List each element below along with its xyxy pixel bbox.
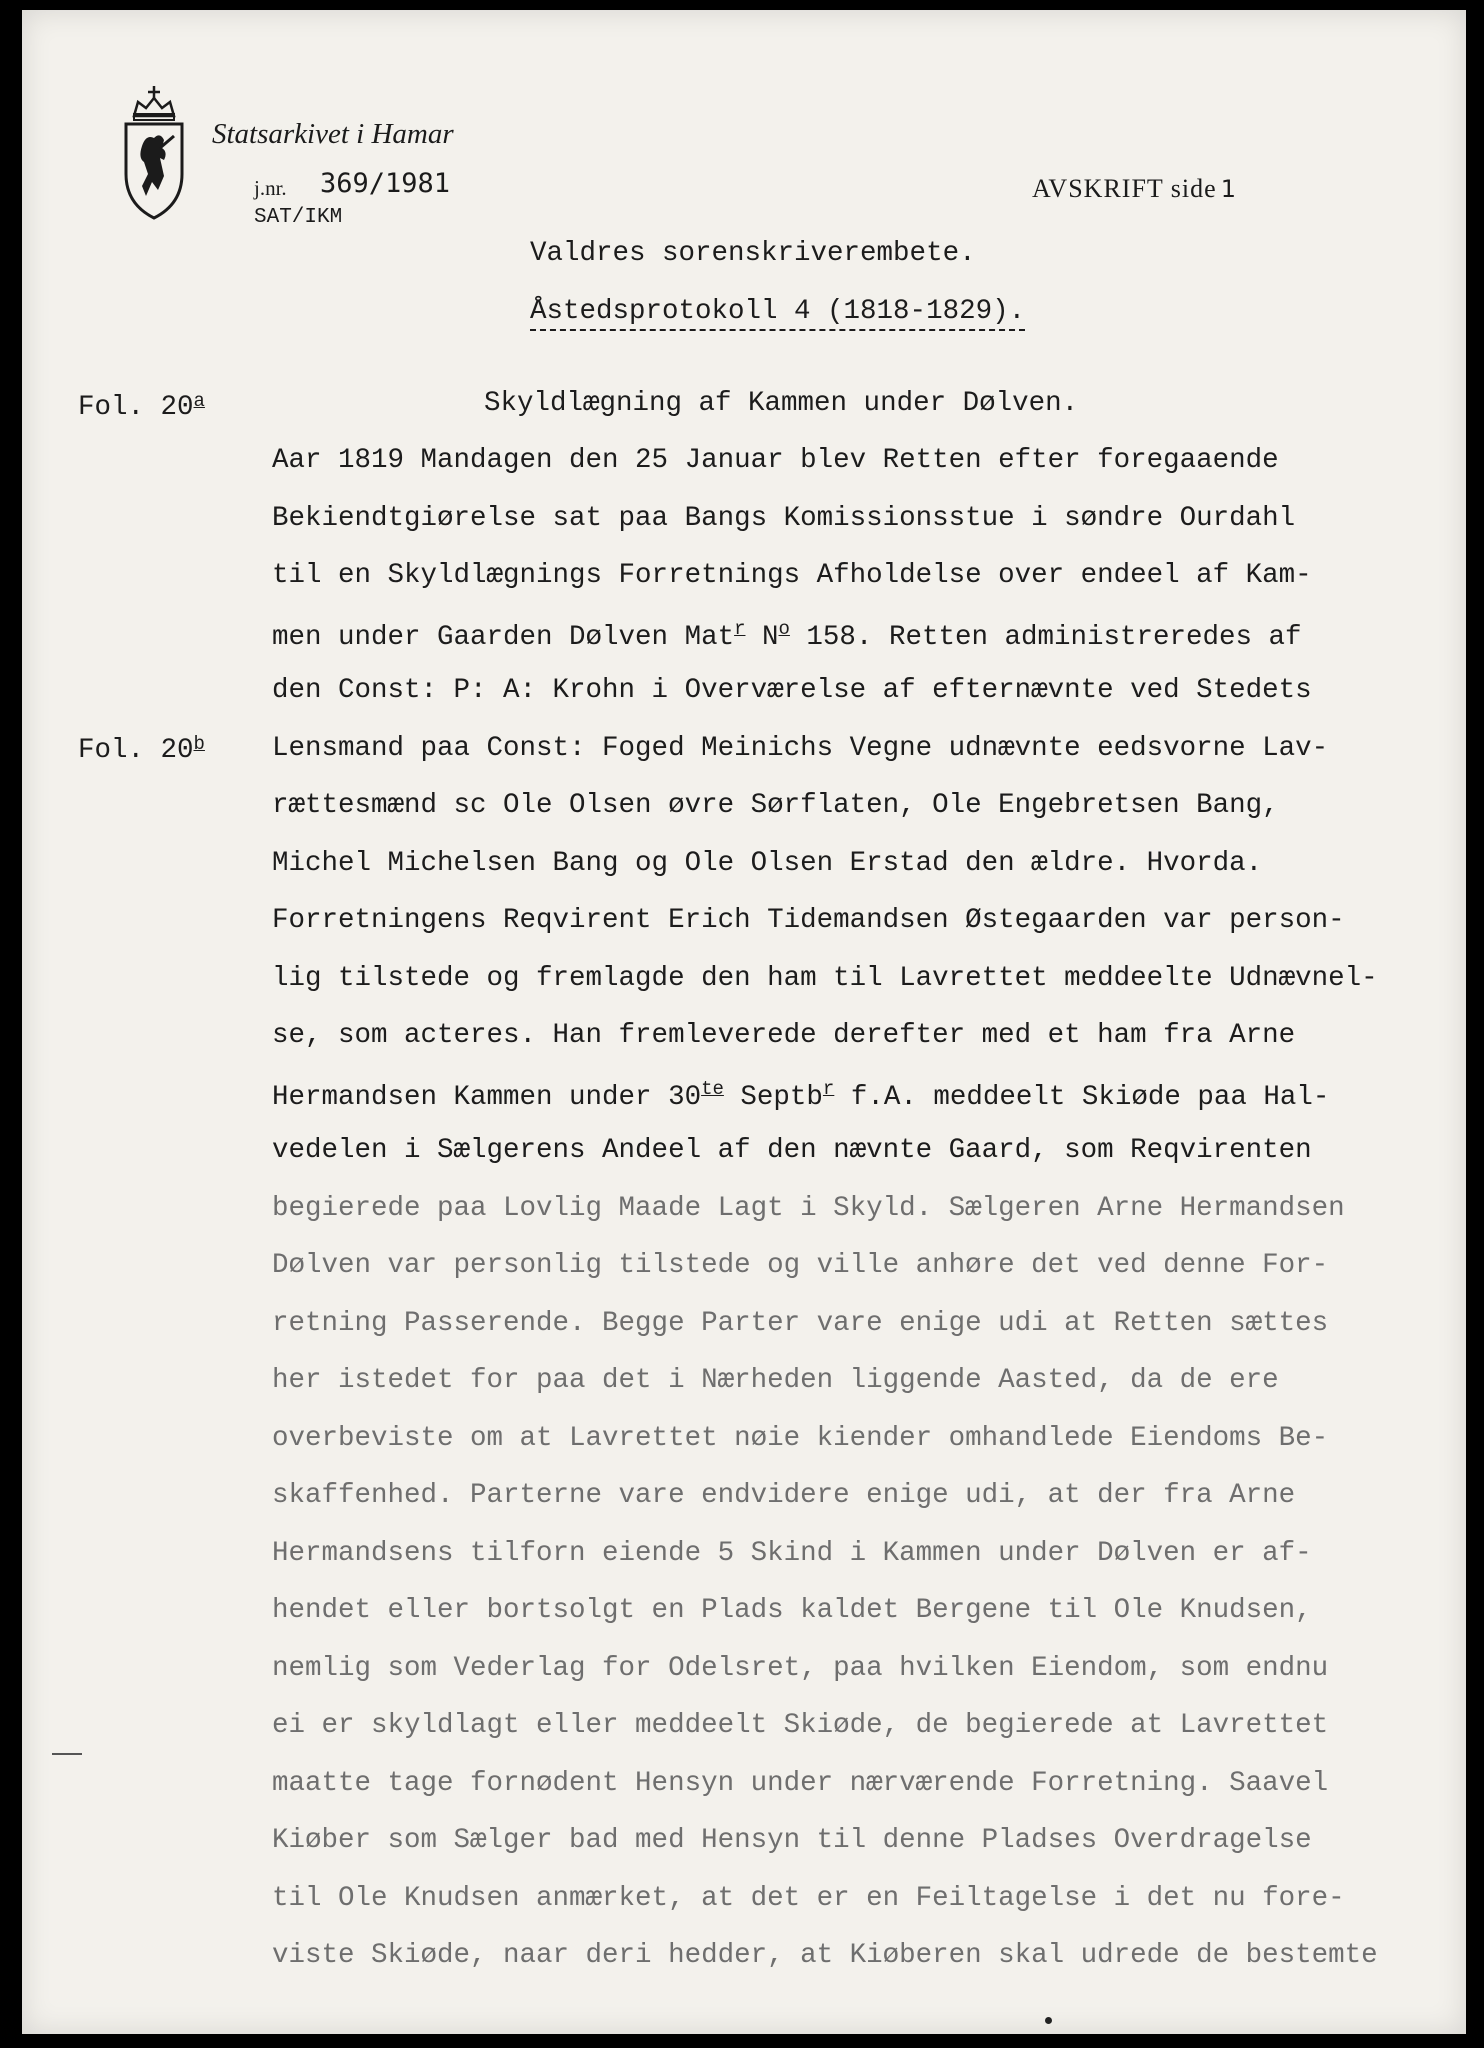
numero-sign: N — [762, 622, 779, 654]
text-line: Michel Michelsen Bang og Ole Olsen Erstad den ældre. Hvorda. — [272, 848, 1263, 879]
superscript: r — [734, 618, 746, 640]
folio-note-b — [78, 733, 205, 766]
text-line: rættesmænd sc Ole Olsen øvre Sørflaten, Ole Engebretsen Bang, — [272, 790, 1279, 821]
superscript: r — [822, 1078, 835, 1100]
text-line: Bekiendtgiørelse sat paa Bangs Komissionsstue i søndre Ourdahl — [272, 503, 1296, 534]
text-line: Dølven var personlig tilstede og ville anhøre det ved denne For- — [272, 1250, 1329, 1281]
text-line: lig tilstede og fremlagde den ham til Lavrettet meddeelte Udnævnel- — [272, 963, 1378, 994]
text-segment: Septb — [723, 1082, 823, 1114]
text-line: retning Passerende. Begge Parter vare enige udi at Retten sættes — [272, 1308, 1329, 1339]
text-line: se, som acteres. Han fremleverede derefter med et ham fra Arne — [272, 1020, 1296, 1051]
text-segment: Hermandsen Kammen under 30 — [272, 1082, 702, 1114]
text-line: begierede paa Lovlig Maade Lagt i Skyld. Sælgeren Arne Hermandsen — [272, 1193, 1345, 1224]
journal-number-value: 369/1981 — [320, 168, 451, 199]
text-line: her istedet for paa det i Nærheden liggende Aasted, da de ere — [272, 1365, 1279, 1396]
folio-sup: a — [193, 390, 205, 412]
folio-label: Fol. 20 — [78, 735, 194, 766]
text-line: Lensmand paa Const: Foged Meinichs Vegne udnævnte eedsvorne Lav- — [272, 733, 1329, 764]
initials: SAT/IKM — [254, 206, 343, 229]
text-line: viste Skiøde, naar deri hedder, at Kiøberen skal udrede de bestemte — [272, 1940, 1378, 1971]
text-line: nemlig som Vederlag for Odelsret, paa hvilken Eiendom, som endnu — [272, 1653, 1329, 1684]
norwegian-coat-of-arms-icon — [120, 86, 188, 226]
section-title: Skyldlægning af Kammen under Dølven. — [484, 388, 1079, 419]
text-segment: men under Gaarden Dølven Mat — [272, 622, 735, 654]
text-line: maatte tage fornødent Hensyn under nærværende Forretning. Saavel — [272, 1768, 1329, 1799]
text-line: overbeviste om at Lavrettet nøie kiender omhandlede Eiendoms Be- — [272, 1423, 1329, 1454]
text-line: til Ole Knudsen anmærket, at det er en Feiltagelse i det nu fore- — [272, 1883, 1345, 1914]
text-segment: 158. Retten administreredes af — [789, 622, 1302, 654]
office-title: Valdres sorenskriverembete. — [530, 238, 976, 269]
journal-number-label: j.nr. — [254, 176, 287, 200]
copy-page-indicator — [1032, 174, 1237, 204]
text-line: til en Skyldlægnings Forretnings Afholdelse over endeel af Kam- — [272, 560, 1312, 591]
text-line: skaffenhed. Parterne vare endvidere enige udi, at der fra Arne — [272, 1480, 1296, 1511]
folio-note-a — [78, 390, 205, 423]
text-line: ei er skyldlagt eller meddeelt Skiøde, de begierede at Lavrettet — [272, 1710, 1329, 1741]
protocol-title: Åstedsprotokoll 4 (1818-1829). — [530, 296, 1025, 331]
text-line: hendet eller bortsolgt en Plads kaldet Bergene til Ole Knudsen, — [272, 1595, 1312, 1626]
text-line — [272, 1078, 1329, 1113]
text-line: Hermandsens tilforn eiende 5 Skind i Kammen under Dølven er af- — [272, 1538, 1312, 1569]
text-line — [272, 618, 1302, 653]
text-segment: f.A. meddeelt Skiøde paa Hal- — [834, 1082, 1330, 1114]
text-line: Aar 1819 Mandagen den 25 Januar blev Retten efter foregaaende — [272, 445, 1279, 476]
superscript: o — [778, 618, 790, 640]
text-line: Forretningens Reqvirent Erich Tidemandsen Østegaarden var person- — [272, 905, 1345, 936]
margin-mark — [52, 1753, 82, 1755]
text-line: den Const: P: A: Krohn i Overværelse af efternævnte ved Stedets — [272, 675, 1312, 706]
archive-name: Statsarkivet i Hamar — [212, 118, 454, 150]
ink-dot — [1045, 2017, 1052, 2024]
text-line: Kiøber som Sælger bad med Hensyn til denne Pladses Overdragelse — [272, 1825, 1312, 1856]
folio-sup: b — [193, 733, 205, 755]
folio-label: Fol. 20 — [78, 392, 194, 423]
copy-label: AVSKRIFT side — [1032, 174, 1217, 203]
text-line: vedelen i Sælgerens Andeel af den nævnte Gaard, som Reqvirenten — [272, 1135, 1312, 1166]
superscript: te — [701, 1078, 724, 1100]
document-page — [22, 10, 1466, 2034]
page-number: 1 — [1220, 175, 1237, 203]
